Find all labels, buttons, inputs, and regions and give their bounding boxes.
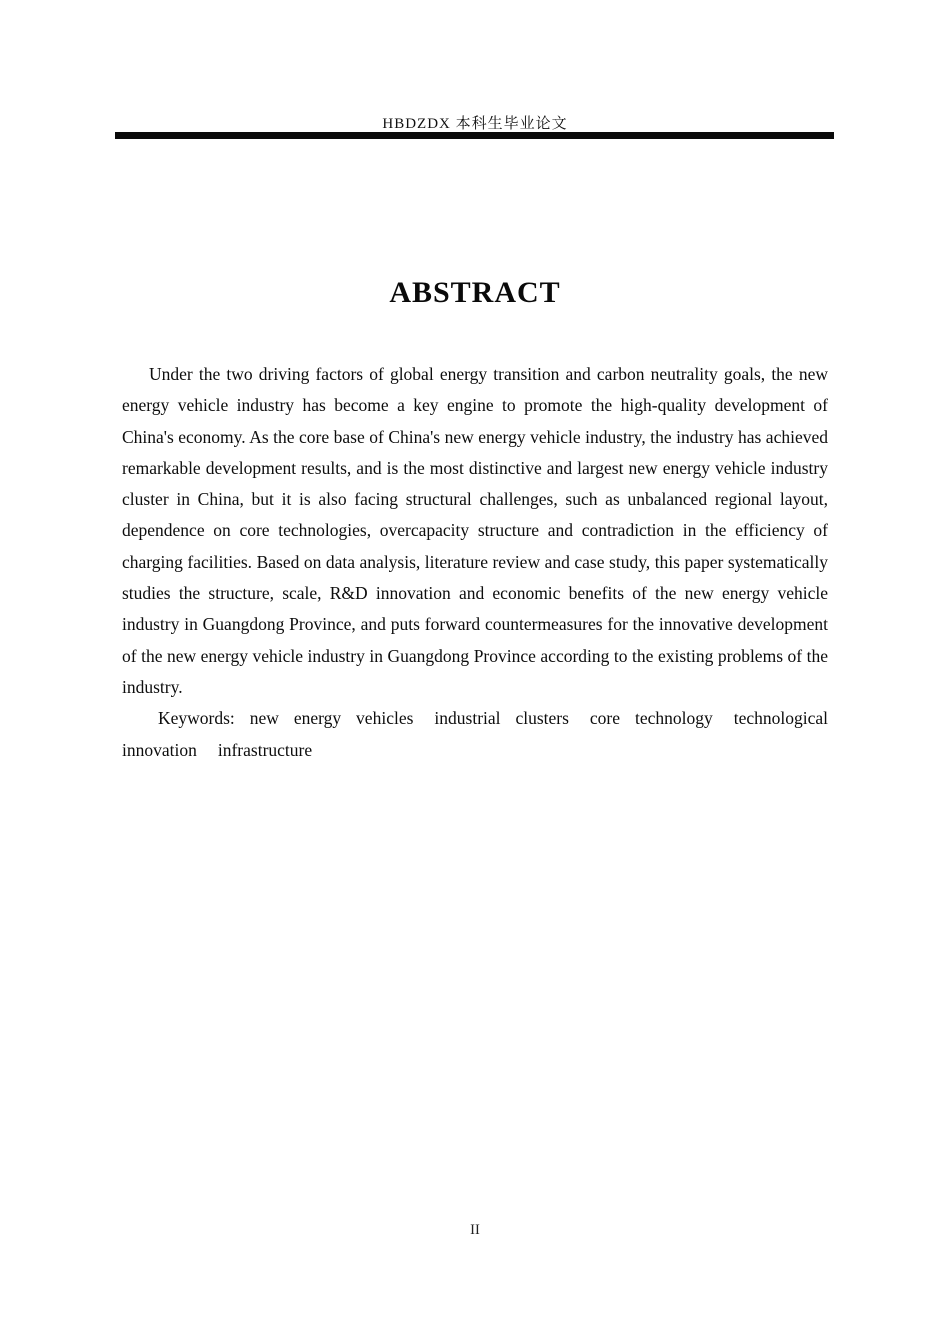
abstract-body	[122, 359, 828, 766]
page-footer	[0, 1222, 950, 1239]
header-double-rule	[115, 132, 834, 139]
header-title: HBDZDX 本科生毕业论文	[382, 116, 568, 132]
abstract-title: ABSTRACT	[389, 276, 561, 309]
keyword-item: technological innovation	[122, 708, 828, 760]
keywords-label: Keywords:	[158, 708, 235, 729]
keywords-paragraph	[122, 703, 828, 766]
abstract-paragraph: Under the two driving factors of global energy transition and carbon neutrality goals, the new energy vehicle industry has become a key engine to promote the high-quality development of China's economy. As the core base of China's new energy vehicle industry, the industry has achieved remarkable development results, and is the most distinctive and largest new energy vehicle industry cluster in China, but it is also facing structural challenges, such as unbalanced regional layout, dependence on core technologies, overcapacity structure and contradiction in the efficiency of charging facilities. Based on data analysis, literature review and case study, this paper systematically studies the structure, scale, R&D innovation and economic benefits of the new energy vehicle industry in Guangdong Province, and puts forward countermeasures for the innovative development of the new energy vehicle industry in Guangdong Province according to the existing problems of the industry.	[122, 364, 828, 697]
page-number: II	[470, 1222, 480, 1238]
keyword-item: core technology	[589, 708, 713, 729]
keyword-item: infrastructure	[217, 739, 313, 760]
keyword-item: industrial clusters	[434, 708, 569, 729]
keyword-item: new energy vehicles	[249, 708, 414, 729]
